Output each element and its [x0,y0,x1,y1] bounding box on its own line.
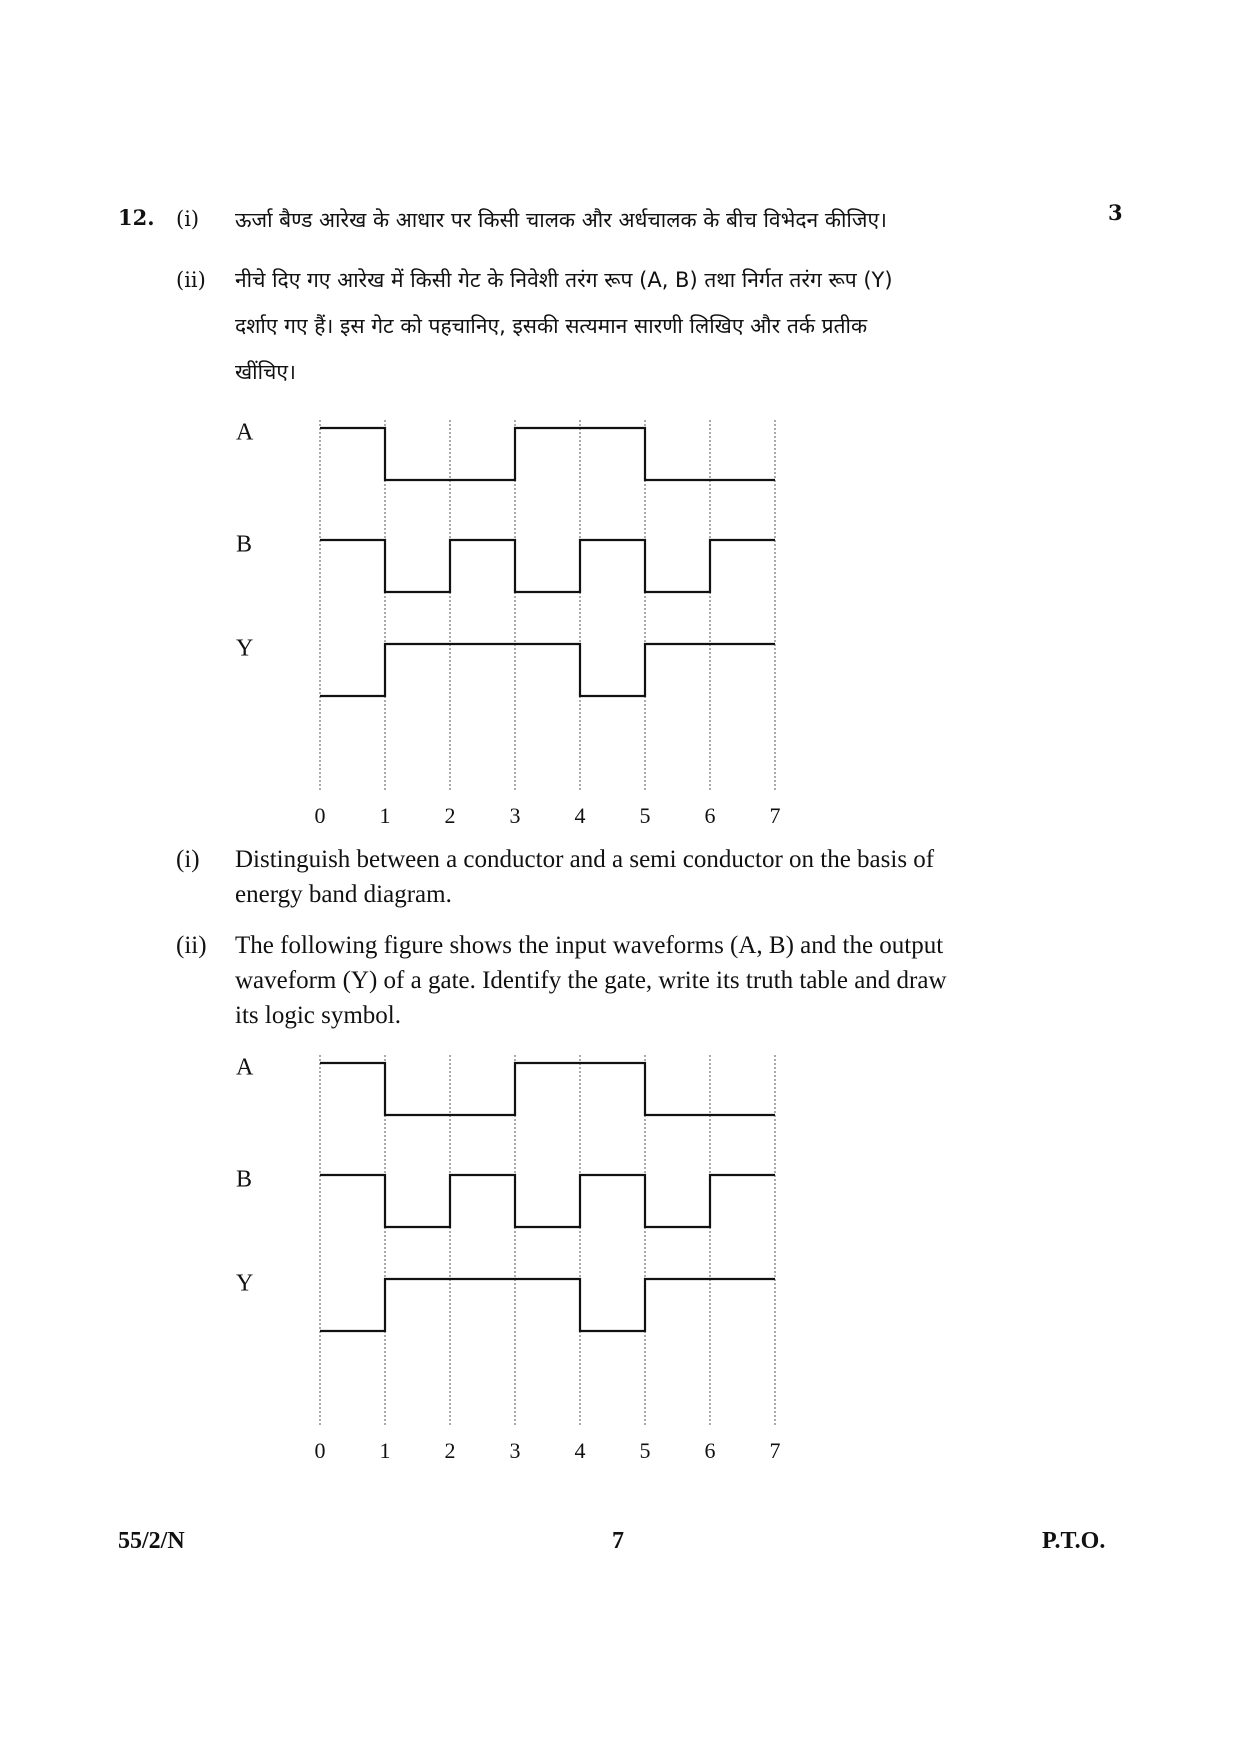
signal-label-a: A [236,1054,254,1081]
english-part-ii-line2: waveform (Y) of a gate. Identify the gate, write its truth table and draw [235,967,947,994]
pto-label: P.T.O. [1042,1528,1106,1554]
english-part-i-label: (i) [176,846,200,873]
time-tick-label: 7 [769,803,781,828]
waveform-diagram-hindi [220,410,800,840]
time-tick-label: 3 [509,1438,521,1463]
marks: 3 [1108,200,1123,225]
signal-label-b: B [236,1166,253,1193]
waveform-b [320,1175,775,1227]
waveform-y [320,1279,775,1331]
hindi-part-ii-label: (ii) [176,268,206,292]
hindi-part-ii-line2: दर्शाए गए हैं। इस गेट को पहचानिए, इसकी सत्यमान सारणी लिखिए और तर्क प्रतीक [235,314,868,338]
english-part-ii-line1: The following figure shows the input waveforms (A, B) and the output [235,932,944,959]
waveform-y [320,644,775,696]
time-tick-label: 0 [314,803,326,828]
hindi-part-i-label: (i) [176,207,200,231]
time-tick-label: 1 [379,803,391,828]
time-tick-label: 1 [379,1438,391,1463]
paper-code: 55/2/N [118,1528,185,1554]
hindi-part-ii-line1: नीचे दिए गए आरेख में किसी गेट के निवेशी तरंग रूप (A, B) तथा निर्गत तरंग रूप (Y) [235,268,893,292]
english-part-ii-label: (ii) [176,932,207,959]
time-tick-label: 6 [704,1438,716,1463]
english-part-i-line2: energy band diagram. [235,881,452,908]
question-number: 12. [118,205,155,230]
time-tick-label: 4 [574,803,586,828]
waveform-a [320,428,775,480]
waveform-b [320,540,775,592]
english-part-ii-line3: its logic symbol. [235,1002,401,1029]
time-tick-label: 5 [639,1438,651,1463]
time-tick-label: 6 [704,803,716,828]
hindi-part-i-text: ऊर्जा बैण्ड आरेख के आधार पर किसी चालक और अर्धचालक के बीच विभेदन कीजिए। [235,208,888,232]
english-part-i-line1: Distinguish between a conductor and a semi conductor on the basis of [235,846,935,873]
waveform-diagram-english [220,1045,800,1475]
hindi-part-ii-line3: खींचिए। [235,360,296,384]
time-tick-label: 0 [314,1438,326,1463]
time-tick-label: 4 [574,1438,586,1463]
signal-label-y: Y [236,635,254,662]
time-tick-label: 3 [509,803,521,828]
time-tick-label: 2 [444,803,456,828]
page-number: 7 [612,1528,624,1554]
time-tick-label: 5 [639,803,651,828]
signal-label-y: Y [236,1270,254,1297]
time-tick-label: 2 [444,1438,456,1463]
waveform-a [320,1063,775,1115]
signal-label-b: B [236,531,253,558]
time-tick-label: 7 [769,1438,781,1463]
signal-label-a: A [236,419,254,446]
